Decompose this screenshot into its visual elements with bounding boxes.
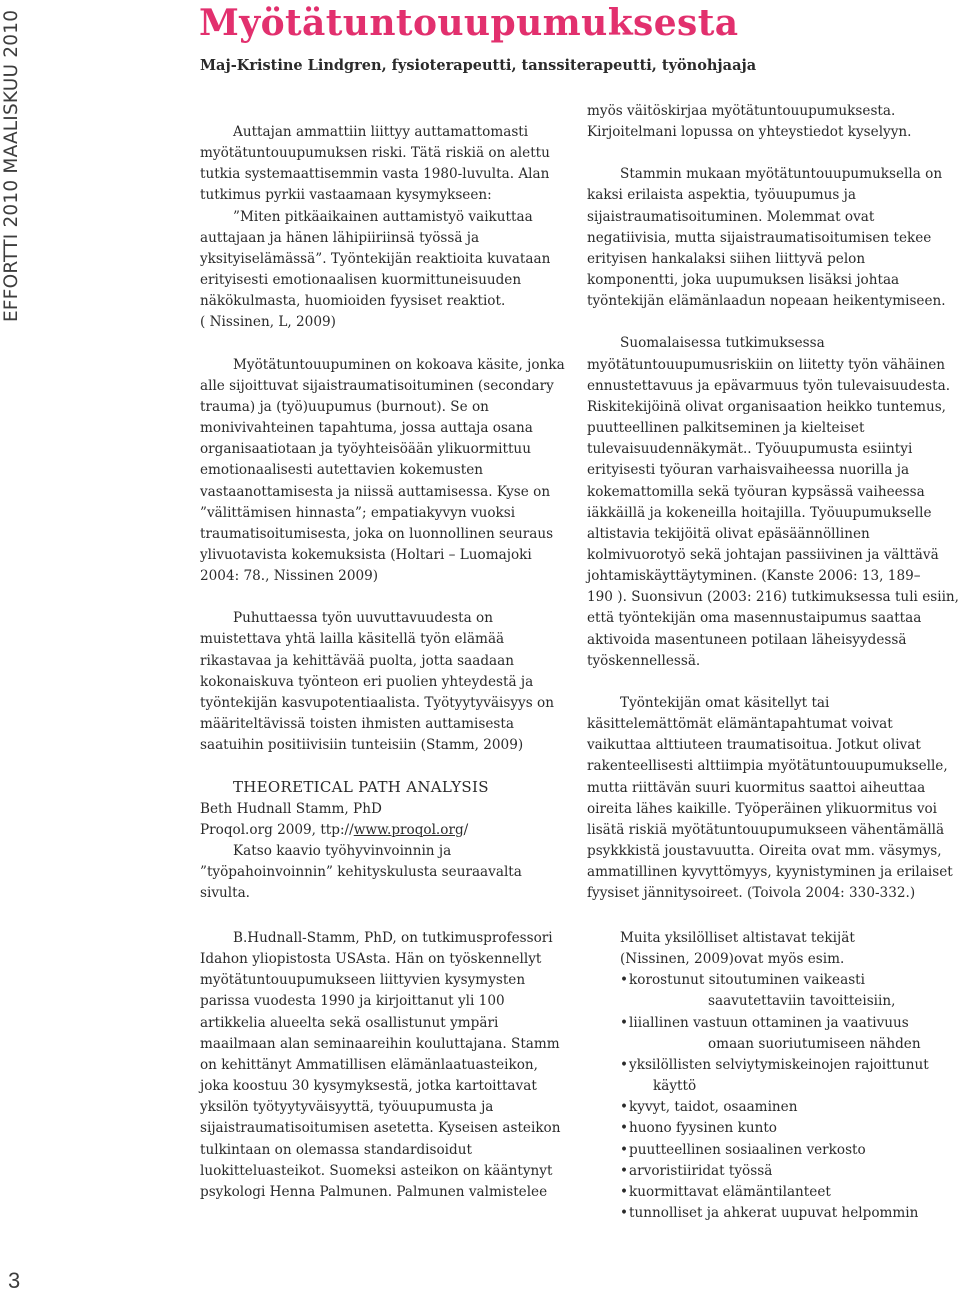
text-line: auttajaan ja hänen lähipiiriinsä työssä ja — [200, 229, 480, 246]
risk-factor-list — [587, 970, 959, 1224]
text-line: sijaistraumatisoituminen. Molemmat ovat — [587, 208, 875, 225]
text-line: traumatisoitumisesta, joka on luonnollinen seuraus — [200, 525, 554, 542]
left-paragraph-1 — [200, 122, 584, 334]
reference-source-prefix: Proqol.org 2009, ttp:// — [200, 821, 354, 838]
text-line: iäkkäillä ja kokeneilla hoitajilla. Työuupumukselle — [587, 504, 932, 521]
text-line: myös väitöskirjaa myötätuntouupumuksesta. — [587, 103, 896, 119]
text-line: mutta riittävän suuri kuormitus saattoi aiheuttaa — [587, 779, 926, 796]
text-line: vastaanottamisesta ja niissä auttamisessa. Kyse on — [200, 483, 551, 500]
text-line: kokemattomilla sekä työuran kypsässä vaiheessa — [587, 483, 925, 500]
text-line: Idahon yliopistosta USAsta. Hän on työskennellyt — [200, 951, 542, 968]
bullet-icon: • — [620, 1099, 629, 1116]
text-line: fyysiset jännitysoireet. (Toivola 2004: 330-332.) — [587, 885, 916, 902]
page-number: 3 — [8, 1268, 21, 1293]
text-line: Riskitekijöinä olivat organisaation heikko tuntemus, — [587, 398, 947, 415]
proqol-link[interactable]: www.proqol.org — [353, 821, 464, 838]
right-paragraph-1 — [587, 101, 959, 143]
article-title: Myötätuntouupumuksesta — [199, 2, 739, 44]
text-line: työntekijän kasvupotentiaalista. Työtyytyväisyys on — [200, 694, 554, 711]
right-paragraph-4 — [587, 693, 959, 905]
text-line: komponentti, joka uupumuksen lisäksi johtaa — [587, 272, 900, 289]
text-line: erityisen hankalaksi siihen liittyvä pelon — [587, 250, 866, 267]
list-item-continuation: omaan suoriutumiseen nähden — [708, 1035, 921, 1052]
list-item-text: kyvyt, taidot, osaaminen — [629, 1099, 798, 1116]
list-item — [587, 1118, 959, 1139]
list-item — [587, 970, 959, 1012]
citation-line: ( Nissinen, L, 2009) — [200, 314, 336, 331]
list-item — [587, 1203, 959, 1224]
text-line: Puhuttaessa työn uuvuttavuudesta on — [233, 610, 493, 627]
text-line: psykkkistä joustavuutta. Oireita ovat mm. väsymys, — [587, 843, 942, 859]
text-line: muistettava yhtä lailla käsitellä työn elämää — [200, 631, 505, 648]
text-line: yksityiselämässä”. Työntekijän reaktioita kuvataan — [200, 250, 551, 267]
reference-heading: THEORETICAL PATH ANALYSIS — [233, 778, 489, 797]
list-item-text: tunnolliset ja ahkerat uupuvat helpommin — [629, 1205, 919, 1222]
text-line: on kehittänyt Ammatillisen elämänlaatuasteikon, — [200, 1056, 538, 1073]
text-line: Stammin mukaan myötätuntouupumuksella on — [620, 166, 943, 183]
text-line: Auttajan ammattiin liittyy auttamattomasti — [233, 124, 529, 140]
text-line: ennustettavuus ja epävarmuus työn tulevaisuudesta. — [587, 377, 951, 394]
sidebar-label: EFFORTTI 2010 MAALISKUU 2010 — [1, 9, 22, 322]
text-line: kokonaiskuva työnteon eri puolien yhteydestä ja — [200, 673, 534, 690]
text-line: ammatillinen kyvyttömyys, kyynistyminen ja erilaiset — [587, 864, 953, 881]
bullet-icon: • — [620, 1205, 629, 1222]
right-paragraph-2 — [587, 164, 959, 312]
text-line: saatuihin positiivisiin tunteisiin (Stamm, 2009) — [200, 737, 524, 754]
bullet-icon: • — [620, 1014, 629, 1031]
text-line: vaikuttaa alttiuteen traumatisoitua. Jotkut olivat — [587, 737, 921, 754]
left-paragraph-2 — [200, 355, 584, 588]
text-line: Katso kaavio työhyvinvoinnin ja — [233, 842, 452, 859]
text-line: ”välittämisen hinnasta”; empatiakyvyn vuoksi — [200, 504, 516, 521]
text-line: negatiivisia, mutta sijaistraumatisoitumisen tekee — [587, 229, 932, 246]
bullet-icon: • — [620, 972, 629, 989]
list-item-text: huono fyysinen kunto — [629, 1120, 777, 1137]
bullet-icon: • — [620, 1183, 629, 1200]
list-item — [587, 1182, 959, 1203]
list-item — [587, 1161, 959, 1182]
text-line: tulkintaan on olemassa standardisoidut — [200, 1141, 472, 1158]
text-line: rikastavaa ja kehittävää puolta, jotta saadaan — [200, 652, 515, 669]
text-line: (Nissinen, 2009)ovat myös esim. — [620, 951, 845, 968]
text-line: työskennellessä. — [587, 652, 701, 669]
text-line: määriteltävissä toisten ihmisten auttamisesta — [200, 716, 514, 733]
right-paragraph-3 — [587, 333, 959, 672]
text-line: oireita lähes kaikille. Työperäinen ylikuormitus voi — [587, 800, 938, 817]
text-line: Suomalaisessa tutkimuksessa — [620, 335, 825, 352]
text-line: Työntekijän omat käsitellyt tai — [620, 694, 830, 711]
text-line: yksilön työtyytyväisyyttä, työuupumusta ja — [200, 1099, 494, 1116]
text-line: organisaatiotaan ja työyhteisöään ylikuormittuu — [200, 441, 531, 458]
text-line: myötätuntouupumukseen liittyvien kysymysten — [200, 972, 526, 989]
right-column-bottom — [587, 928, 959, 1224]
text-line: joka koostuu 30 kysymyksestä, jotka kartoittavat — [200, 1078, 537, 1095]
text-line: B.Hudnall-Stamm, PhD, on tutkimusprofessori — [233, 930, 553, 946]
text-line: tutkimus pyrkii vastaamaan kysymykseen: — [200, 187, 492, 204]
text-line: erityisesti työuran varhaisvaiheessa nuorilla ja — [587, 462, 910, 479]
text-line: kaksi erilaista aspektia, työuupumus ja — [587, 187, 856, 204]
list-item-text: liiallinen vastuun ottaminen ja vaativuus — [629, 1014, 909, 1031]
text-line: psykologi Henna Palmunen. Palmunen valmistelee — [200, 1183, 548, 1200]
text-line: erityisesti emotionaalisen kuormittuneisuuden — [200, 272, 522, 289]
text-line: emotionaalisesti autettavien kokemusten — [200, 462, 484, 479]
left-column-bottom — [200, 928, 580, 1203]
left-column — [200, 122, 584, 904]
text-line: 2004: 78., Nissinen 2009) — [200, 568, 379, 585]
text-line: rakenteellisesti alttiimpia myötätuntouupumukselle, — [587, 758, 948, 775]
list-item — [587, 1140, 959, 1161]
text-line: myötätuntouupumuksen riski. Tätä riskiä on alettu — [200, 145, 550, 162]
text-line: ylivuotavista kokemuksista (Holtari – Luomajoki — [200, 546, 532, 563]
text-line: sijaistraumatisoitumisen asetetta. Kyseisen asteikon — [200, 1120, 561, 1137]
text-line: näkökulmasta, huomioiden fyysiset reaktiot. — [200, 293, 506, 310]
bullet-icon: • — [620, 1162, 629, 1179]
sidebar — [0, 0, 26, 330]
text-line: tutkia systemaattisemmin vasta 1980-luvulta. Alan — [200, 166, 550, 183]
text-line: Muita yksilölliset altistavat tekijät — [620, 930, 855, 946]
left-paragraph-3 — [200, 608, 584, 756]
reference-source-suffix: / — [463, 821, 469, 838]
text-line: kolmivuorotyö sekä johtajan passiivinen ja välttävä — [587, 546, 939, 563]
list-item — [587, 1097, 959, 1118]
reference-source — [200, 820, 584, 841]
list-item-text: yksilöllisten selviytymiskeinojen rajoittunut — [629, 1056, 929, 1073]
text-line: johtamiskäyttäytyminen. (Kanste 2006: 13, 189– — [587, 568, 921, 585]
text-line: maailmaan alan seminaareihin kouluttajana. Stamm — [200, 1035, 560, 1052]
text-line: luokitteluasteikot. Suomeksi asteikon on kääntynyt — [200, 1162, 553, 1179]
text-line: työntekijän elämänlaadun nopeaan heikentymiseen. — [587, 293, 946, 310]
list-item-text: puutteellinen sosiaalinen verkosto — [629, 1141, 866, 1158]
list-item-text: korostunut sitoutuminen vaikeasti — [629, 972, 865, 989]
text-line: altistavia tekijöitä olivat epäsäännöllinen — [587, 525, 870, 542]
list-item-text: arvoristiiridat työssä — [629, 1162, 773, 1179]
list-item-continuation: saavutettaviin tavoitteisiin, — [708, 993, 896, 1010]
text-line: myötätuntouupumusriskiin on liitetty työn vähäinen — [587, 356, 946, 373]
text-line: että työntekijän oma masennustaipumus saattaa — [587, 610, 922, 627]
text-line: trauma) ja (työ)uupumus (burnout). Se on — [200, 398, 489, 415]
list-item-continuation: käyttö — [653, 1078, 697, 1095]
text-line: sivulta. — [200, 885, 250, 902]
text-line: lisätä riskiä myötätuntouupumukseen vähentämällä — [587, 821, 945, 838]
text-line: käsittelemättömät elämäntapahtumat voivat — [587, 716, 893, 733]
right-column — [587, 101, 959, 904]
text-line: tulevaisuudennäkymät.. Työuupumusta esiintyi — [587, 441, 913, 458]
text-line: puutteellinen palkitseminen ja kielteiset — [587, 420, 865, 437]
reference-block — [200, 777, 584, 904]
bullet-icon: • — [620, 1120, 629, 1137]
text-line: ”Miten pitkäaikainen auttamistyö vaikuttaa — [233, 208, 533, 225]
text-line: Myötätuntouupuminen on kokoava käsite, jonka — [233, 356, 565, 373]
text-line: parissa vuodesta 1990 ja kirjoittanut yli 100 — [200, 993, 505, 1010]
list-item-text: kuormittavat elämäntilanteet — [629, 1183, 831, 1200]
text-line: monivivahteinen tapahtuma, jossa auttaja osana — [200, 420, 533, 437]
bullet-icon: • — [620, 1056, 629, 1073]
text-line: aktivoida masentuneen potilaan läheisyydessä — [587, 631, 907, 648]
text-line: ”työpahoinvoinnin” kehityskulusta seuraavalta — [200, 864, 522, 880]
text-line: Kirjoitelmani lopussa on yhteystiedot kyselyyn. — [587, 124, 912, 141]
author-byline: Maj-Kristine Lindgren, fysioterapeutti, tanssiterapeutti, työnohjaaja — [200, 57, 757, 74]
bullet-icon: • — [620, 1141, 629, 1158]
text-line: 190 ). Suonsivun (2003: 216) tutkimuksessa tuli esiin, — [587, 589, 959, 606]
text-line: alle sijoittuvat sijaistraumatisoituminen (secondary — [200, 377, 554, 394]
reference-author: Beth Hudnall Stamm, PhD — [200, 800, 382, 817]
text-line: artikkelia alueelta sekä osallistunut ympäri — [200, 1014, 499, 1031]
list-item — [587, 1055, 959, 1097]
list-item — [587, 1013, 959, 1055]
